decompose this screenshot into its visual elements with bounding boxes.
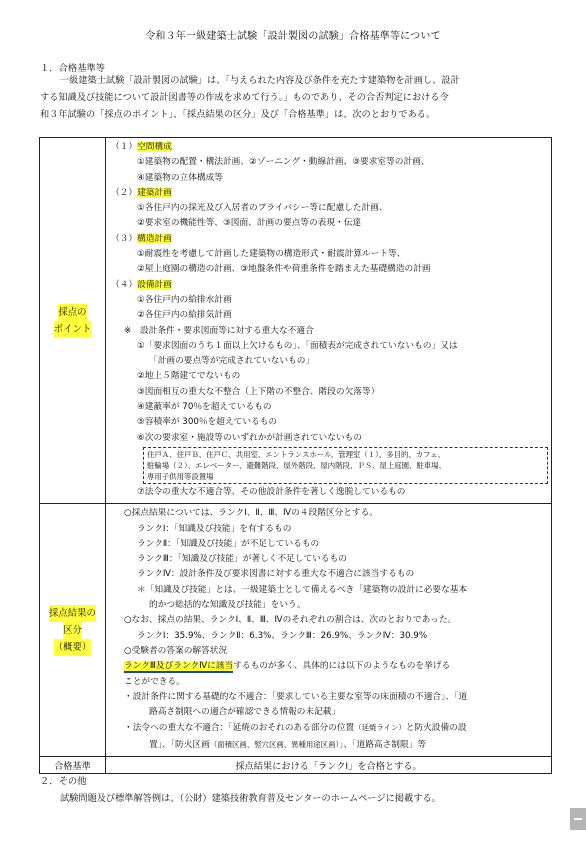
answers-summary-cont: ことができる。 [124, 676, 185, 687]
rank-definition: ランクⅢ：「知識及び技能」が著しく不足しているもの [137, 554, 347, 565]
ratio-intro: ○なお、採点の結果、ランクⅠ、Ⅱ、Ⅲ、Ⅳのそれぞれの割合は、次のとおりであった。 [124, 615, 457, 626]
point-item: ①各住戸内の給排水計画 [137, 294, 232, 305]
point-item: ④建築物の立体構成等 [137, 172, 223, 183]
nonconformity-item: ④建蔽率が 70％を超えているもの [137, 402, 272, 413]
example-legal-nonconformity-cont: 置」、「防火区画（面積区画、竪穴区画、異種用途区画）」、「道路高さ制限」等 [149, 739, 427, 750]
example-basic-nonconformity-cont: 路高さ制限への適合が確認できる情報の未記載」 [149, 707, 341, 718]
nonconformity-item: ①「要求図面のうち１面以上欠けるもの」、「面積表が完成されていないもの」又は [137, 340, 458, 351]
rank-definition: ランクⅡ：「知識及び技能」が不足しているもの [137, 538, 320, 549]
point-item: ②要求室の機能性等、③図面、計画の要点等の表現・伝達 [137, 218, 362, 229]
nonconformity-heading: ※ 設計条件・要求図面等に対する重大な不適合 [124, 325, 314, 336]
section-2-paragraph: 試験問題及び標準解答例は、（公財）建築技術教育普及センターのホームページに掲載する。 [60, 793, 441, 804]
points-row [40, 138, 552, 504]
knowledge-note: 的かつ総括的な知識及び技能」をいう。 [149, 600, 306, 611]
nonconformity-item: ⑦法令の重大な不適合等、その他設計条件を著しく逸脱しているもの [137, 486, 406, 497]
point-item: （３）構造計画 [111, 233, 172, 244]
facilities-line: 住戸Ａ、住戸Ｂ、住戸Ｃ、共用室、エントランスホール、管理室（１）、多目的、カフェ、 [147, 449, 445, 459]
point-item: ①耐震性を考慮して計画した建築物の構造形式・耐震計算ルート等、 [137, 249, 406, 260]
answers-heading: ○受験者の答案の解答状況 [124, 645, 228, 656]
nonconformity-item: 「計画の要点等が完成されていないもの」 [149, 356, 315, 367]
points-label-cell [40, 138, 106, 504]
nonconformity-item: ⑥次の要求室・施設等のいずれかが計画されていないもの [137, 432, 362, 443]
point-item: （４）設備計画 [111, 279, 172, 290]
nonconformity-item: ②地上５階建てでないもの [137, 371, 241, 382]
results-row [40, 504, 552, 757]
rank-definition: ランクⅣ：設計条件及び要求図書に対する重大な不適合に該当するもの [137, 569, 415, 580]
example-legal-nonconformity: ・法令への重大な不適合：「延焼のおそれのある部分の位置（延焼ライン）と防火設備の設 [124, 723, 467, 734]
page-collapse-button[interactable] [570, 808, 586, 830]
point-item: ①建築物の配置・構法計画、②ゾーニング・動線計画、③要求室等の計画、 [137, 157, 430, 168]
point-item: ②各住戸内の給排気計画 [137, 310, 232, 321]
pass-criteria-label: 合格基準 [40, 756, 106, 773]
results-intro: ○採点結果については、ランクⅠ、Ⅱ、Ⅲ、Ⅳの４段階区分とする。 [124, 508, 378, 519]
facilities-line: 専用子供用等設置場 [147, 471, 214, 481]
answers-summary: ランクⅢ及びランクⅣに該当するものが多く、具体的には以下のようなものを挙げる [124, 661, 451, 672]
pass-criteria-row [40, 756, 552, 773]
pass-criteria-text: 採点結果における「ランクⅠ」を合格とする。 [106, 756, 552, 773]
rank-ratios: ランクⅠ：35.9%、ランクⅡ：6.3%、ランクⅢ：26.9%、ランクⅣ：30.9% [137, 630, 428, 641]
section-1-line-1: 一級建築士試験「設計製図の試験」は、「与えられた内容及び条件を充たす建築物を計画し、設計 [60, 75, 460, 86]
facilities-line: 駐輪場（２）、エレベーター、避難階段、屋外階段、屋内階段、ＰＳ、屋上庭園、駐車場、 [147, 460, 447, 470]
rank-definition: ランクⅠ：「知識及び技能」を有するもの [137, 523, 292, 534]
results-label-line-2: 区分 [63, 622, 82, 639]
point-item: （１）空間構成 [111, 142, 172, 152]
results-label-cell [40, 504, 106, 757]
document-title: 令和３年一級建築士試験「設計製図の試験」合格基準等について [145, 31, 441, 42]
nonconformity-item: ⑤容積率が 300％を超えているもの [137, 417, 278, 428]
point-item: ①各住戸内の採光及び入居者のプライバシー等に配慮した計画、 [137, 203, 388, 214]
results-content-cell [106, 504, 552, 757]
section-2-heading: ２．その他 [40, 776, 87, 787]
example-basic-nonconformity: ・設計条件に関する基礎的な不適合：「要求している主要な室等の床面積の不適合」、「道 [124, 691, 468, 702]
results-label-line-1: 採点結果の [49, 605, 96, 622]
points-label-line-2: ポイント [54, 321, 92, 338]
section-1-line-2: する知識及び技能について設計図書等の作成を求めて行う。」ものであり、その合否判定における令 [40, 92, 449, 103]
section-1-paragraph [40, 72, 550, 123]
knowledge-note: ＊「知識及び技能」とは、一級建築士として備えるべき「建築物の設計に必要な基本 [137, 584, 468, 595]
section-1-line-3: 和３年試験の「採点のポイント」、「採点結果の区分」及び「合格基準」は、次のとおりである。 [40, 109, 436, 120]
point-item: ②屋上庭園の構造の計画、③地盤条件や荷重条件を踏まえた基礎構造の計画 [137, 264, 431, 275]
criteria-table [39, 137, 552, 774]
point-item: （２）建築計画 [111, 187, 172, 198]
nonconformity-item: ③図面相互の重大な不整合（上下階の不整合、階段の欠落等） [137, 386, 380, 397]
answers-highlight: ランクⅢ及びランクⅣに該当 [124, 661, 234, 672]
required-facilities-box [143, 447, 548, 484]
results-label-line-3: （概要） [54, 639, 92, 656]
points-label-line-1: 採点の [58, 304, 86, 321]
section-1-heading: １．合格基準等 [40, 63, 106, 74]
points-content-cell [106, 138, 552, 504]
